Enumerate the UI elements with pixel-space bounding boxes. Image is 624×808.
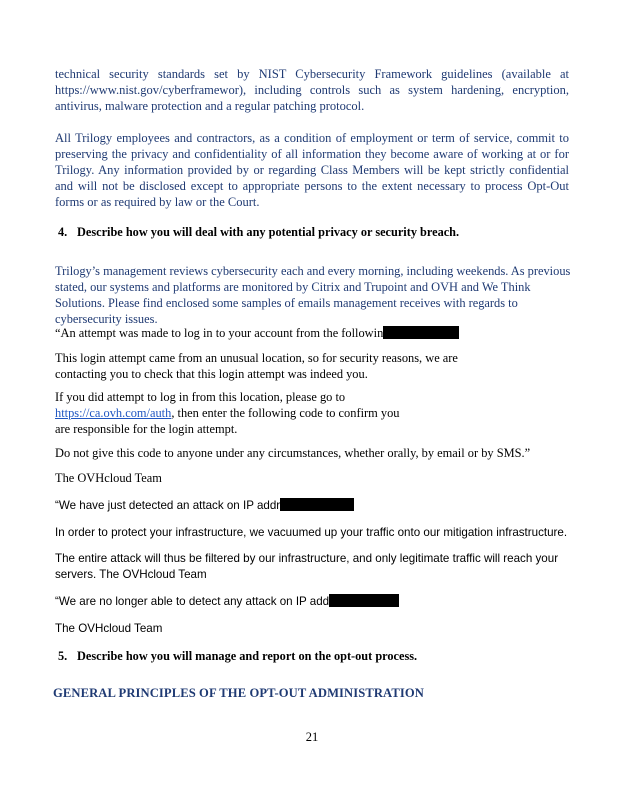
email-text-line: contacting you to check that this login attempt was indeed you.	[55, 367, 368, 381]
email-body-confirm	[55, 389, 399, 437]
email-text-line: If you did attempt to log in from this location, please go to	[55, 390, 346, 404]
email-text-line: This login attempt came from an unusual location, so for security reasons, we are	[55, 351, 458, 365]
email-text-line	[55, 405, 399, 421]
email-text-segment: , then enter the following code to confirm you	[171, 406, 400, 420]
email-quote-attack-detected	[55, 498, 354, 514]
email-body-unusual-location	[55, 350, 458, 382]
redaction-bar	[329, 594, 399, 607]
email-text-line: are responsible for the login attempt.	[55, 422, 238, 436]
heading-privacy-breach	[58, 224, 459, 240]
email-line: “An attempt was made to log in to your account from the followin	[55, 326, 384, 340]
email-quote-login-attempt	[55, 325, 459, 341]
email-quote-no-attack	[55, 594, 399, 610]
heading-text: Describe how you will deal with any potential privacy or security breach.	[77, 225, 460, 239]
redaction-bar	[280, 498, 354, 511]
section-heading: GENERAL PRINCIPLES OF THE OPT-OUT ADMINISTRATION	[53, 686, 424, 700]
email-line: “We are no longer able to detect any attack on IP add	[55, 595, 330, 608]
email-text-line: servers. The OVHcloud Team	[55, 568, 207, 581]
redaction-bar	[383, 326, 459, 339]
email-body-mitigation: In order to protect your infrastructure, we vacuumed up your traffic onto our mitigation infrastructure.	[55, 526, 568, 539]
email-text-line: The entire attack will thus be filtered by our infrastructure, and only legitimate traffic will reach your	[55, 552, 559, 565]
paragraph-confidentiality: All Trilogy employees and contractors, as a condition of employment or term of service, commit to preserving the privacy and confidentiality of all information they become aware of working at or for Trilogy. Any information provided by or regarding Class Members will be kept strictly confidential and will not be disclosed except to appropriate persons to the extent necessary to process Opt-Out forms or as required by law or the Court.	[55, 131, 569, 209]
email-line: “We have just detected an attack on IP addr	[55, 499, 281, 512]
heading-text: Describe how you will manage and report on the opt-out process.	[77, 649, 418, 663]
email-body-filtered	[55, 551, 558, 583]
page-number: 21	[305, 730, 319, 744]
paragraph-management-review: Trilogy’s management reviews cybersecurity each and every morning, including weekends. As previous stated, our systems and platforms are monitored by Citrix and Trupoint and OVH and We Think Solutions. Please find enclosed some samples of emails management receives with regards to cybersecurity issues.	[55, 264, 571, 326]
heading-number: 4.	[58, 225, 68, 239]
heading-number: 5.	[58, 649, 68, 663]
ovh-auth-link[interactable]: https://ca.ovh.com/auth	[55, 406, 172, 420]
heading-opt-out-process	[58, 648, 417, 664]
email-warning: Do not give this code to anyone under any circumstances, whether orally, by email or by SMS.”	[55, 446, 531, 460]
paragraph-nist-standards: technical security standards set by NIST Cybersecurity Framework guidelines (available at https://www.nist.gov/cyberframewor), including controls such as system hardening, encryption, antivirus, malware protection and a regular patching protocol.	[55, 67, 569, 113]
email-signature: The OVHcloud Team	[55, 622, 163, 635]
email-signature: The OVHcloud Team	[55, 471, 162, 485]
